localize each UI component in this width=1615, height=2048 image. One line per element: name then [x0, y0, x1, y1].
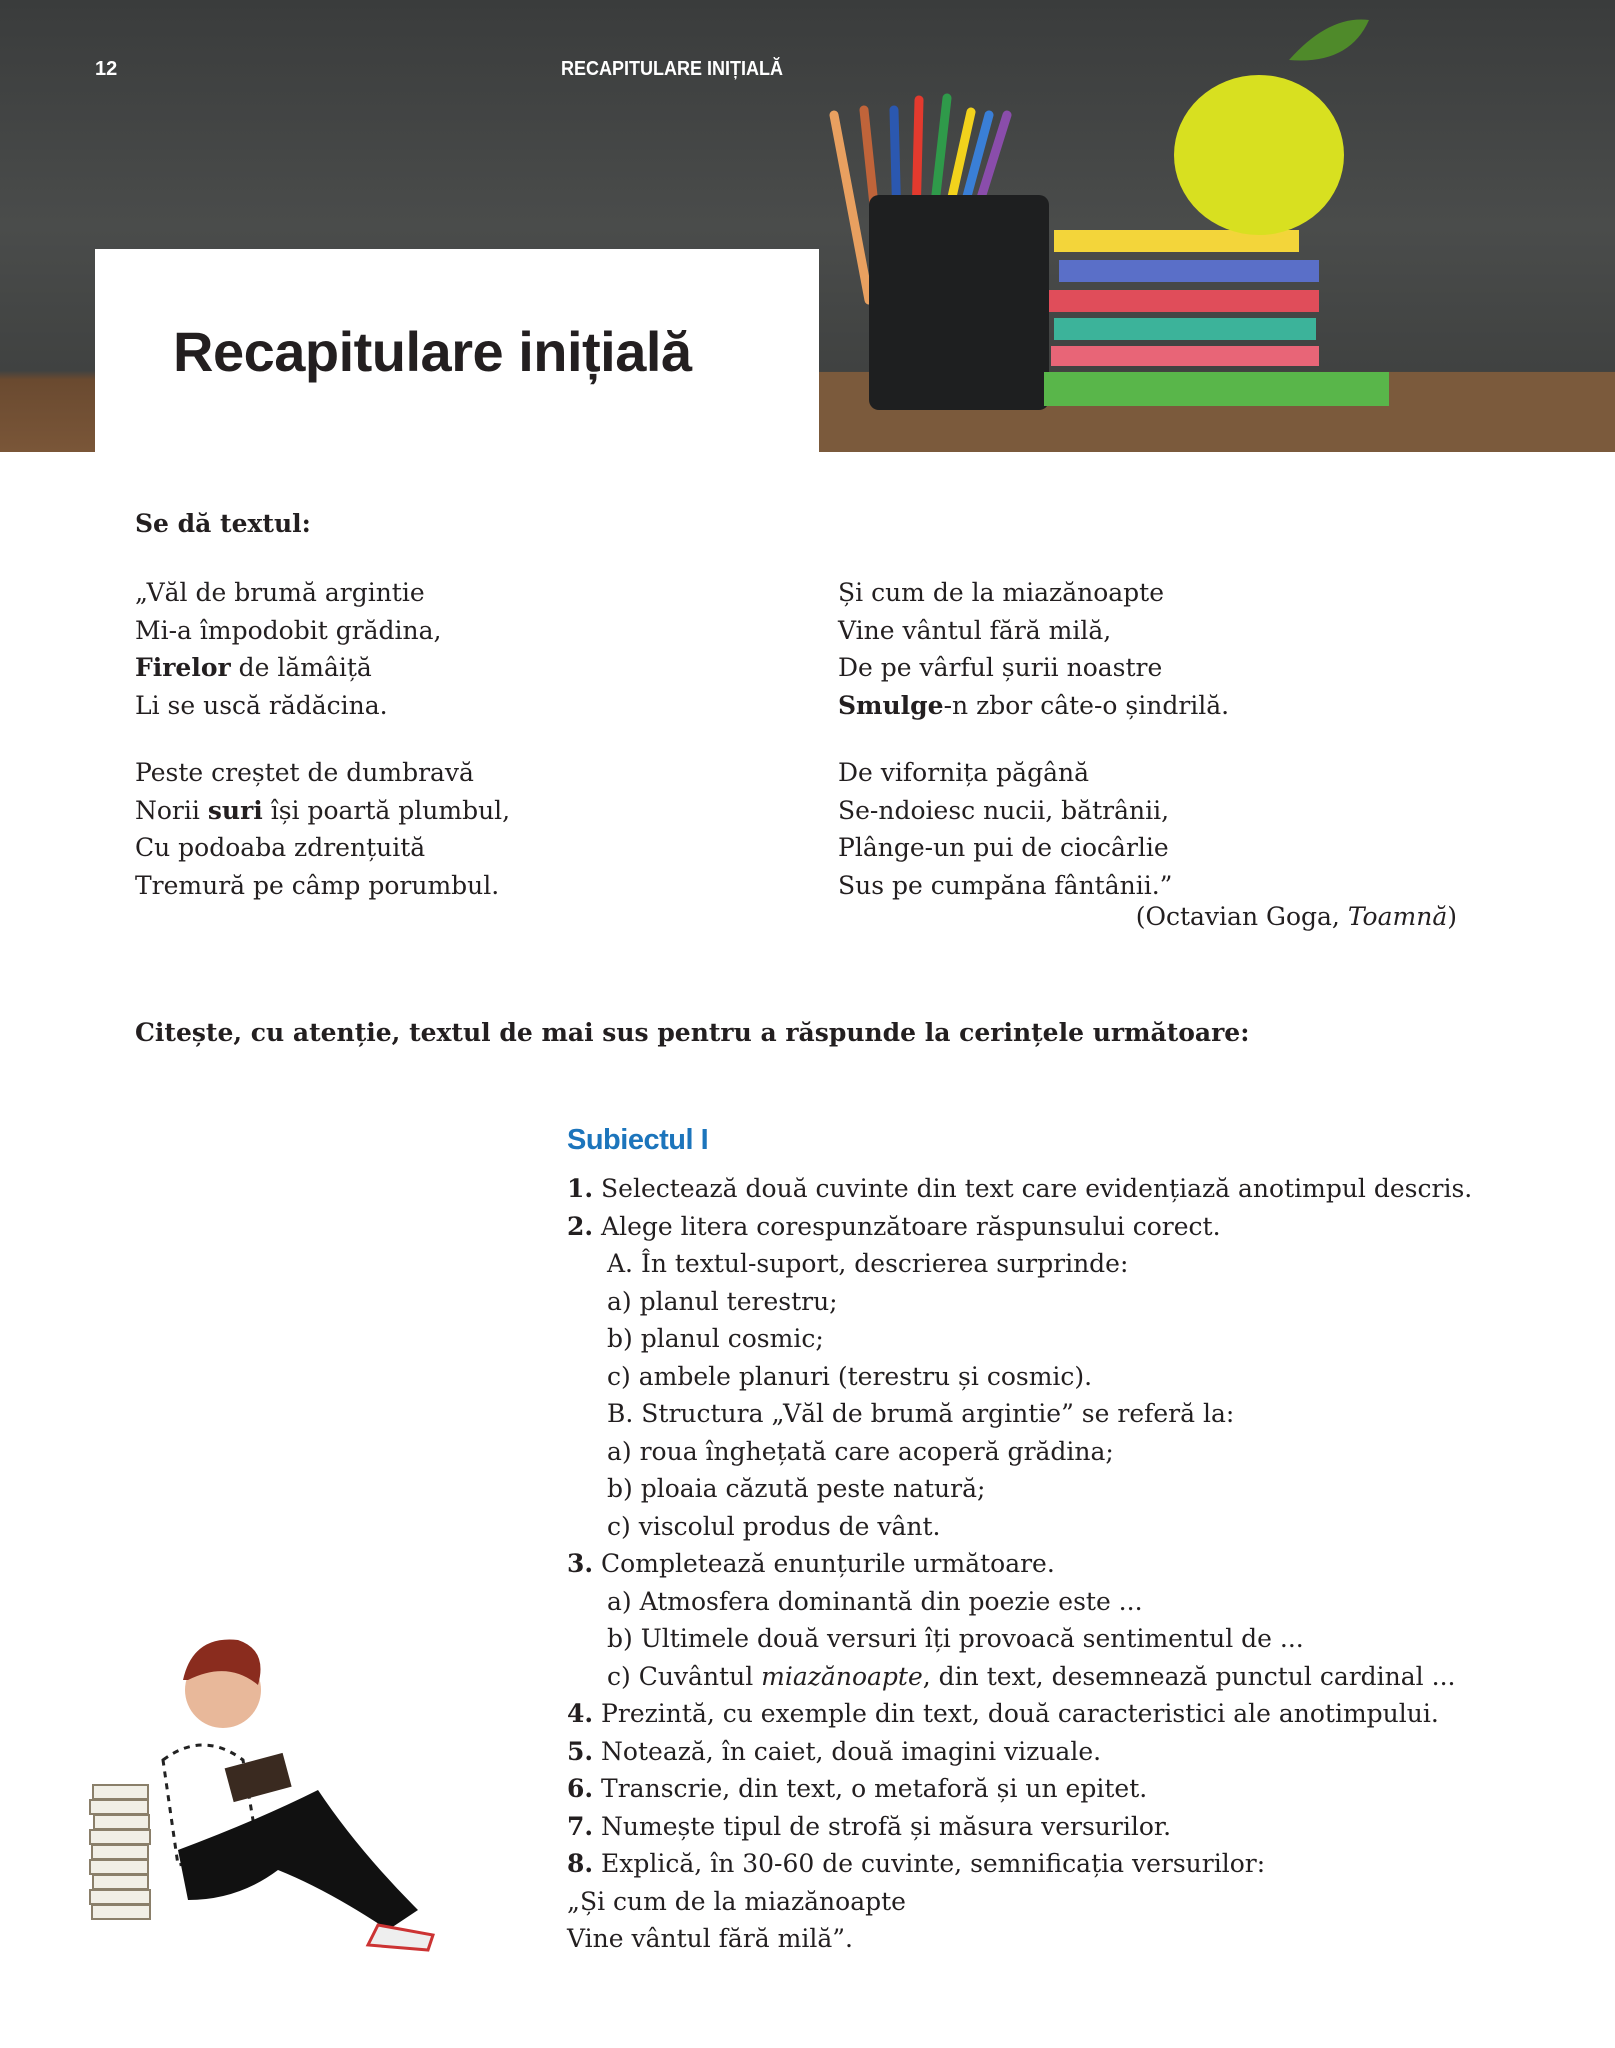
poem-stanza-1	[135, 574, 442, 724]
page-title: Recapitulare inițială	[173, 320, 692, 383]
question-line	[567, 1245, 1472, 1283]
italic-word: miazănoapte	[761, 1661, 923, 1691]
question-number: 3.	[567, 1549, 594, 1578]
header-banner	[0, 0, 1615, 452]
poem-attribution	[1136, 898, 1457, 936]
question-line	[567, 1920, 1472, 1958]
question-line	[567, 1583, 1472, 1621]
running-title: RECAPITULARE INIȚIALĂ	[561, 58, 784, 80]
question-text: b) planul cosmic;	[607, 1324, 824, 1353]
question-line	[567, 1470, 1472, 1508]
question-line	[567, 1733, 1472, 1771]
verse: Și cum de la miazănoapte	[838, 578, 1165, 607]
verse-start: Norii	[135, 795, 208, 825]
instruction: Citește, cu atenție, textul de mai sus pentru a răspunde la cerințele următoare:	[135, 1018, 1250, 1047]
question-text: c) viscolul produs de vânt.	[607, 1511, 941, 1541]
bold-word: Smulge	[838, 690, 944, 720]
pencils-books-apple-illustration	[819, 0, 1615, 452]
question-text: Notează, în caiet, două imagini vizuale.	[593, 1736, 1102, 1766]
bold-word: suri	[207, 795, 263, 825]
question-text: A. În textul-suport, descrierea surprinde:	[607, 1249, 1129, 1278]
verse	[135, 649, 442, 687]
question-text: Vine vântul fără milă”.	[567, 1924, 853, 1953]
question-number: 6.	[567, 1774, 594, 1803]
question-text: b) ploaia căzută peste natură;	[607, 1474, 986, 1503]
question-text: a) roua înghețată care acoperă grădina;	[607, 1436, 1114, 1466]
verse: Sus pe cumpăna fântânii.”	[838, 870, 1173, 900]
question-line	[567, 1808, 1472, 1846]
question-number: 7.	[567, 1811, 594, 1841]
attribution-author: (Octavian Goga,	[1135, 902, 1348, 931]
question-line	[567, 1283, 1472, 1321]
question-line	[567, 1208, 1472, 1246]
question-text: b) Ultimele două versuri îți provoacă sentimentul de ...	[607, 1624, 1304, 1653]
verse	[838, 687, 1229, 725]
verse-rest: de lămâiță	[230, 653, 372, 682]
question-text-rest: , din text, desemnează punctul cardinal ...	[922, 1661, 1456, 1691]
verse: Tremură pe câmp porumbul.	[135, 870, 500, 900]
question-text: „Și cum de la miazănoapte	[567, 1886, 906, 1916]
question-line	[567, 1770, 1472, 1808]
question-number: 8.	[567, 1849, 594, 1878]
question-text: c) Cuvântul	[607, 1661, 762, 1691]
question-line	[567, 1170, 1472, 1208]
verse: De vifornița păgână	[838, 758, 1089, 787]
question-line	[567, 1320, 1472, 1358]
verse-rest: își poartă plumbul,	[262, 795, 511, 825]
question-text: Alege litera corespunzătoare răspunsului corect.	[593, 1211, 1221, 1241]
poem-stanza-3	[838, 574, 1229, 724]
question-text: a) Atmosfera dominantă din poezie este ...	[607, 1586, 1143, 1616]
poem-stanza-4	[838, 754, 1172, 904]
question-line	[567, 1658, 1472, 1696]
verse: Vine vântul fără milă,	[838, 615, 1112, 645]
question-number: 2.	[567, 1211, 594, 1241]
verse-rest: -n zbor câte-o șindrilă.	[943, 690, 1230, 720]
verse: Mi-a împodobit grădina,	[135, 615, 442, 645]
verse: De pe vârful șurii noastre	[838, 653, 1163, 682]
question-line	[567, 1358, 1472, 1396]
question-line	[567, 1883, 1472, 1921]
question-line	[567, 1508, 1472, 1546]
question-text: Completează enunțurile următoare.	[593, 1549, 1055, 1578]
question-number: 5.	[567, 1736, 594, 1766]
verse: Peste creștet de dumbravă	[135, 758, 474, 787]
page-number: 12	[95, 58, 118, 80]
question-line	[567, 1845, 1472, 1883]
question-number: 1.	[567, 1174, 594, 1203]
question-list	[567, 1170, 1472, 1958]
question-line	[567, 1620, 1472, 1658]
question-text: B. Structura „Văl de brumă argintie” se referă la:	[607, 1399, 1235, 1428]
question-text: Explică, în 30-60 de cuvinte, semnificația versurilor:	[593, 1849, 1266, 1878]
girl-reading-illustration	[78, 1620, 478, 1965]
bold-word: Firelor	[135, 653, 231, 682]
verse: Se-ndoiesc nucii, bătrânii,	[838, 795, 1170, 825]
question-text: Selectează două cuvinte din text care evidențiază anotimpul descris.	[593, 1174, 1473, 1203]
question-text: Transcrie, din text, o metaforă și un epitet.	[593, 1774, 1148, 1803]
verse: Plânge-un pui de ciocârlie	[838, 833, 1169, 862]
question-text: Numește tipul de strofă și măsura versurilor.	[593, 1811, 1172, 1841]
verse: Cu podoaba zdrențuită	[135, 833, 426, 862]
title-box	[95, 249, 819, 452]
attribution-title: Toamnă	[1347, 902, 1448, 931]
question-number: 4.	[567, 1699, 594, 1728]
question-line	[567, 1695, 1472, 1733]
question-text: Prezintă, cu exemple din text, două caracteristici ale anotimpului.	[593, 1699, 1439, 1728]
verse: Li se uscă rădăcina.	[135, 690, 388, 720]
verse: „Văl de brumă argintie	[135, 578, 425, 607]
question-text: a) planul terestru;	[607, 1286, 838, 1316]
poem-stanza-2	[135, 754, 510, 904]
question-line	[567, 1395, 1472, 1433]
attribution-close: )	[1447, 902, 1457, 931]
question-line	[567, 1545, 1472, 1583]
subject-heading: Subiectul I	[567, 1124, 709, 1156]
question-line	[567, 1433, 1472, 1471]
verse	[135, 792, 510, 830]
question-text: c) ambele planuri (terestru și cosmic).	[607, 1361, 1093, 1391]
intro-label: Se dă textul:	[135, 509, 311, 538]
